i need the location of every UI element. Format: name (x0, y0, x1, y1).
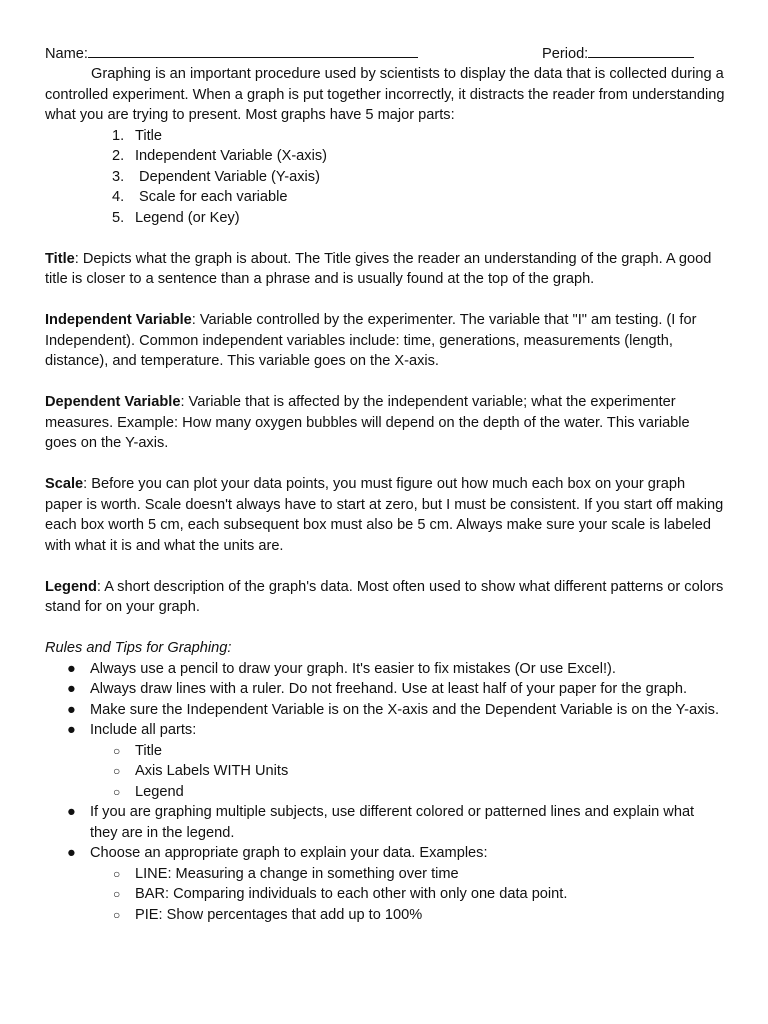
list-number: 3. (112, 168, 125, 185)
list-number: 4. (112, 189, 125, 205)
circle-bullet-icon: ○ (113, 784, 121, 799)
name-label: Name: (45, 46, 88, 62)
name-blank-line (88, 44, 418, 58)
period-blank-line (588, 44, 694, 58)
bullet-icon: ● (67, 845, 76, 861)
rules-list (45, 659, 725, 926)
rule-text: Choose an appropriate graph to explain your data. Examples: (90, 845, 488, 861)
bullet-icon: ● (67, 804, 76, 820)
name-field (45, 44, 418, 65)
definition-term: Dependent Variable (45, 394, 181, 410)
sub-item-text: Axis Labels WITH Units (135, 763, 289, 779)
sub-item-text: BAR: Comparing individuals to each other with only one data point. (135, 886, 568, 902)
list-text: Legend (or Key) (135, 209, 240, 226)
definition-dependent-variable (45, 392, 725, 454)
list-item (45, 843, 725, 925)
circle-bullet-icon: ○ (113, 866, 121, 881)
list-item (112, 126, 725, 147)
circle-bullet-icon: ○ (113, 764, 121, 778)
definition-text: : Variable that is affected by the independent variable; what the experimenter measures. Example: How many oxygen bubbles will depend on the depth of the water. This variable goes on the Y-axis. (45, 394, 690, 451)
definition-term: Independent Variable (45, 312, 192, 328)
rule-text: Make sure the Independent Variable is on the X-axis and the Dependent Variable is on the Y-axis. (90, 701, 720, 718)
list-item (45, 802, 725, 843)
sub-item-text: Legend (135, 783, 184, 800)
sub-item-text: Title (135, 742, 163, 759)
definition-term: Title (45, 250, 75, 267)
list-item (112, 146, 725, 167)
circle-bullet-icon: ○ (113, 743, 121, 758)
worksheet-header (45, 44, 725, 64)
bullet-icon: ● (67, 681, 76, 697)
intro-paragraph: Graphing is an important procedure used by scientists to display the data that is collected during a controlled experiment. When a graph is put together incorrectly, it distracts the reader from understanding what you are trying to present. Most graphs have 5 major parts: (45, 66, 725, 123)
graph-parts-list (45, 126, 725, 229)
list-item (90, 905, 725, 926)
list-item (90, 864, 725, 885)
definition-text: : Depicts what the graph is about. The Title gives the reader an understanding of the graph. A good title is closer to a sentence than a phrase and is usually found at the top of the graph. (45, 250, 712, 287)
definition-title (45, 249, 725, 290)
list-number: 1. (112, 127, 125, 144)
bullet-icon: ● (67, 660, 76, 677)
rule-text: Always draw lines with a ruler. Do not freehand. Use at least half of your paper for the graph. (90, 681, 688, 697)
definition-term: Legend (45, 578, 97, 595)
list-item (112, 208, 725, 229)
rule-text: Include all parts: (90, 722, 197, 738)
rule-text: Always use a pencil to draw your graph. It's easier to fix mistakes (Or use Excel!). (90, 660, 616, 677)
rule-text: If you are graphing multiple subjects, use different colored or patterned lines and explain what they are in the legend. (90, 804, 695, 841)
definition-text: : Variable controlled by the experimenter. The variable that "I" am testing. (I for Independent). Common independent variables include: time, generations, measurements (length, distance), and temperature. This variable goes on the X-axis. (45, 312, 697, 369)
list-text: Independent Variable (X-axis) (135, 148, 327, 164)
list-number: 2. (112, 148, 125, 164)
list-text: Dependent Variable (Y-axis) (135, 168, 320, 185)
include-parts-list (90, 741, 725, 803)
sub-item-text: PIE: Show percentages that add up to 100% (135, 906, 423, 923)
definition-legend (45, 577, 725, 618)
list-item (45, 720, 725, 802)
circle-bullet-icon: ○ (113, 907, 121, 922)
worksheet-content (45, 44, 725, 925)
definition-term: Scale (45, 476, 84, 492)
list-item (90, 741, 725, 762)
rules-heading: Rules and Tips for Graphing: (45, 640, 232, 656)
list-item (112, 167, 725, 188)
bullet-icon: ● (67, 722, 76, 738)
period-field (542, 44, 694, 65)
list-item (45, 659, 725, 680)
list-text: Scale for each variable (135, 189, 288, 205)
definition-scale (45, 474, 725, 556)
list-item (45, 679, 725, 700)
graph-types-list (90, 864, 725, 926)
definition-text: : Before you can plot your data points, you must figure out how much each box on your graph paper is worth. Scale doesn't always have to start at zero, but I must be consistent. If you start off making each box worth 5 cm, each subsequent box must also be 5 cm. Always make sure your scale is labeled with what it is and what the units are. (45, 476, 724, 554)
list-item (90, 884, 725, 905)
list-item (90, 761, 725, 782)
definition-independent-variable (45, 310, 725, 372)
list-text: Title (135, 127, 163, 144)
list-item (90, 782, 725, 803)
list-item (112, 187, 725, 208)
list-number: 5. (112, 209, 125, 226)
sub-item-text: LINE: Measuring a change in something over time (135, 865, 459, 882)
definition-text: : A short description of the graph's data. Most often used to show what different patterns or colors stand for on your graph. (45, 578, 724, 615)
list-item (45, 700, 725, 721)
circle-bullet-icon: ○ (113, 887, 121, 901)
period-label: Period: (542, 46, 589, 62)
bullet-icon: ● (67, 701, 76, 718)
